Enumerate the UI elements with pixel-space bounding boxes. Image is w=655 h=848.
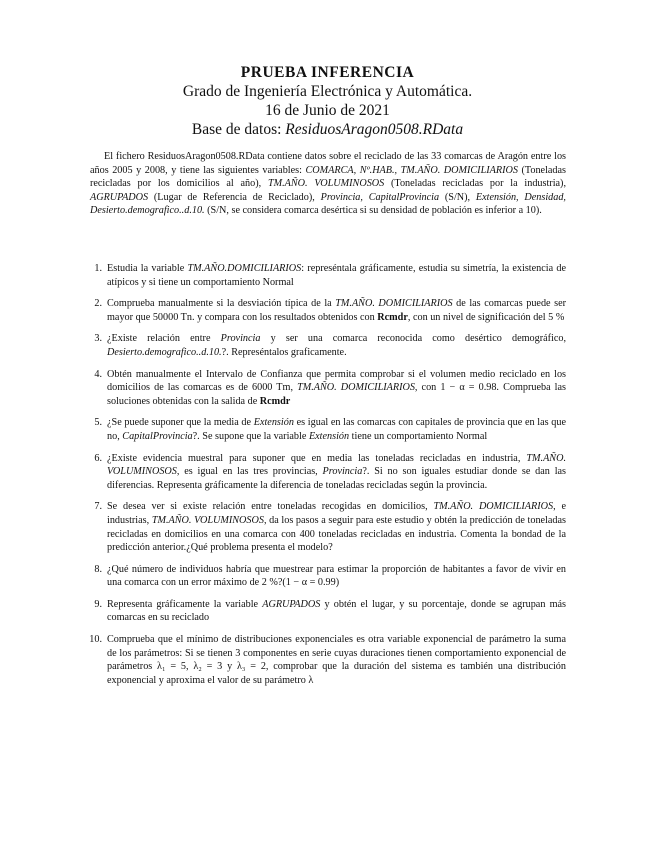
italic-text: Extensión	[253, 417, 294, 429]
italic-text: Extensión, Densidad, Desierto.demografico..d.10.	[90, 191, 566, 217]
italic-text: AGRUPADOS	[90, 191, 149, 203]
question-item	[90, 452, 566, 493]
text-run: ¿Existe relación entre	[107, 333, 221, 345]
italic-text: TM.AÑO. DOMICILIARIOS	[335, 298, 453, 310]
italic-text: TM.AÑO. VOLUMINOSOS	[107, 452, 566, 478]
question-item	[90, 297, 566, 324]
text-run: y obtén el lugar, y su porcentaje, donde se agrupan más comarcas en su reciclado	[107, 598, 566, 624]
document-header	[0, 63, 655, 139]
italic-text: Desierto.demografico..d.10.	[107, 346, 222, 358]
text-run: , es igual en las tres provincias,	[176, 466, 323, 478]
question-number: 5.	[94, 417, 102, 429]
text-run: de las comarcas puede ser mayor que 50000 Tn. y compara con los resultados obtenidos con	[107, 298, 567, 323]
dataset-line	[0, 120, 655, 139]
italic-text: AGRUPADOS	[262, 598, 321, 610]
text-run: ¿Qué número de individuos habría que muestrear para estimar la proporción de habitantes a favor de vivir en una comarca con un error máximo de 2 %?(1 − α = 0.99)	[107, 563, 566, 589]
text-run: El fichero ResiduosAragon0508.RData contiene datos sobre el reciclado de las 33 comarcas de Aragón entre los años 2005 y 2008, y tiene las siguientes variables:	[90, 151, 566, 176]
question-number: 6.	[94, 452, 102, 464]
text-run: : represéntala gráficamente, estudia su simetría, la existencia de atípicos y si tiene un comportamiento Normal	[107, 263, 566, 288]
question-number: 3.	[94, 333, 102, 345]
question-number: 10.	[89, 634, 102, 646]
text-run: Comprueba que el mínimo de distribuciones exponenciales es otra variable exponencial de parámetro la suma de los parámetros: Si se tienen 3 componentes en serie cuyas duraciones tienen comportamiento exponencial de parámetros λ₁ = 5, λ₂ = 3 y λ₃ = 2, comprobar que la duración del sistema es también una distribución exponencial y aproxima el valor de su parámetro λ	[107, 634, 566, 686]
italic-text: Provincia	[322, 466, 363, 478]
italic-text: CapitalProvincia	[122, 430, 193, 442]
question-item	[90, 633, 566, 687]
exam-date: 16 de Junio de 2021	[265, 102, 390, 119]
bold-text: Rcmdr	[377, 311, 408, 323]
question-item	[90, 563, 566, 590]
text-run: ?. Se supone que la variable	[192, 430, 309, 442]
exam-title: PRUEBA INFERENCIA	[240, 64, 415, 81]
text-run: tiene un comportamiento Normal	[349, 430, 488, 442]
question-item	[90, 500, 566, 554]
text-run: (S/N, se considera comarca desértica si su densidad de población es inferior a 10).	[204, 205, 542, 217]
text-run: (S/N),	[439, 191, 476, 203]
text-run: (Lugar de Referencia de Reciclado),	[148, 191, 321, 203]
text-run: (Toneladas recicladas por la industria),	[384, 178, 566, 190]
question-item	[90, 332, 566, 359]
text-run: , da los pasos a seguir para este estudio y obtén la predicción de toneladas recicladas en domicilios en una comarca con 400 toneladas recicladas en industria. Comenta la bondad de la predicción anterior.¿Qué problema presenta el modelo?	[107, 514, 566, 554]
text-run: Representa gráficamente la variable	[107, 598, 263, 610]
text-run: , con 1 − α = 0.98. Comprueba las soluciones obtenidas con la salida de	[107, 382, 566, 407]
italic-text: TM.AÑO.DOMICILIARIOS	[187, 263, 302, 274]
text-run: y ser una comarca reconocida como desértico demográfico,	[260, 333, 567, 345]
text-run: ?. Represéntalos graficamente.	[221, 346, 347, 358]
question-number: 1.	[94, 263, 102, 274]
text-run: Obtén manualmente el Intervalo de Confianza que permita comprobar si el volumen medio reciclado en los domicilios de las comarcas es de 6000 Tm,	[107, 368, 566, 394]
question-number: 2.	[94, 298, 102, 310]
intro-paragraph	[90, 150, 566, 218]
question-number: 7.	[94, 501, 102, 513]
question-item	[90, 262, 566, 289]
italic-text: TM.AÑO. DOMICILIARIOS	[433, 501, 554, 513]
italic-text: COMARCA, Nº.HAB., TM.AÑO. DOMICILIARIOS	[305, 164, 518, 176]
text-run: Se desea ver si existe relación entre toneladas recogidas en domicilios,	[107, 501, 434, 513]
bold-text: Rcmdr	[259, 395, 291, 407]
italic-text: TM.AÑO. VOLUMINOSOS	[267, 178, 385, 190]
text-run: , e industrias,	[107, 501, 566, 526]
text-run: , con un nivel de significación del 5 %	[407, 311, 565, 323]
italic-text: Provincia	[220, 333, 261, 345]
text-run: ¿Se puede suponer que la media de	[107, 417, 254, 429]
question-list	[90, 262, 566, 695]
text-run: Comprueba manualmente si la desviación típica de la	[107, 298, 336, 310]
question-number: 9.	[94, 598, 102, 610]
text-run: Estudia la variable	[107, 263, 188, 274]
dataset-name: ResiduosAragon0508.RData	[285, 121, 464, 138]
italic-text: Extensión	[308, 430, 350, 442]
italic-text: TM.AÑO. VOLUMINOSOS	[151, 514, 264, 526]
text-run: ¿Existe evidencia muestral para suponer que en media las toneladas recicladas en industria,	[107, 452, 527, 464]
text-run: es igual en las comarcas con capitales de provincia que en las que no,	[107, 417, 566, 442]
question-item	[90, 416, 566, 443]
question-item	[90, 598, 566, 625]
text-run: ?. Si no son iguales estudiar donde se dan las diferencias. Representa gráficamente la diferencia de toneladas recicladas según la provincia.	[107, 466, 567, 491]
question-item	[90, 368, 566, 409]
dataset-prefix: Base de datos:	[191, 121, 286, 138]
degree-line: Grado de Ingeniería Electrónica y Automática.	[182, 83, 473, 100]
italic-text: TM.AÑO. DOMICILIARIOS	[297, 382, 415, 394]
question-number: 4.	[94, 368, 102, 380]
italic-text: Provincia, CapitalProvincia	[320, 191, 440, 203]
text-run: (Toneladas recicladas por los domicilios al año),	[90, 164, 567, 190]
question-number: 8.	[94, 563, 102, 575]
